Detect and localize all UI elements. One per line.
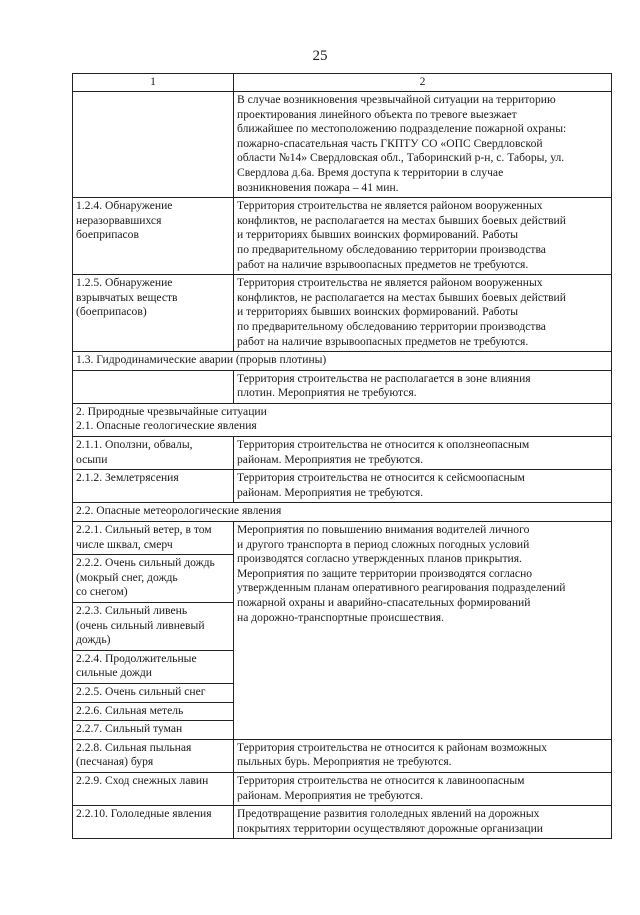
table-row — [73, 522, 612, 555]
text-line: конфликтов, не располагается на местах бывших боевых действий — [237, 290, 566, 304]
text-line: 2.1.1. Оползни, обвалы, — [76, 438, 193, 452]
text-line: Свердлова д.6а. Время доступа к территории в случае — [237, 165, 504, 179]
text-line: и территориях бывших воинских формирований. Работы — [237, 228, 519, 242]
text-line: 2.2.8. Сильная пыльная — [76, 740, 192, 754]
text-line: (боеприпасов) — [76, 305, 147, 319]
text-line: по предварительному обследованию территории производства — [237, 242, 546, 256]
text-line: Территория строительства не относится к сейсмоопасным — [237, 471, 525, 485]
column-header-1: 1 — [73, 74, 234, 92]
measures-cell — [234, 437, 612, 470]
measures-cell — [234, 370, 612, 403]
text-line: Территория строительства не относится к оползнеопасным — [237, 438, 530, 452]
measures-cell — [234, 198, 612, 275]
text-line: 1.3. Гидродинамические аварии (прорыв плотины) — [76, 353, 327, 367]
section-heading — [73, 503, 612, 522]
text-line: возникновения пожара – 41 мин. — [237, 180, 399, 194]
table-row — [73, 470, 612, 503]
text-line: районам. Мероприятия не требуются. — [237, 452, 424, 466]
text-line: Территория строительства не относится к районам возможных — [237, 740, 548, 754]
section-heading — [73, 352, 612, 371]
text-line: пыльных бурь. Мероприятия не требуются. — [237, 755, 452, 769]
text-line: Предотвращение развития гололедных явлений на дорожных — [237, 807, 540, 821]
hazard-cell — [73, 370, 234, 403]
text-line: работ на наличие взрывоопасных предметов не требуются. — [237, 334, 529, 348]
hazard-cell — [73, 555, 234, 603]
hazard-cell — [73, 683, 234, 702]
text-line: пожарно-спасательная часть ГКПТУ СО «ОПС Свердловской — [237, 136, 543, 150]
text-line: сильные дожди — [76, 666, 152, 680]
hazard-cell — [73, 470, 234, 503]
text-line: Мероприятия по защите территории производятся согласно — [237, 566, 533, 580]
text-line: и другого транспорта в период сложных погодных условий — [237, 537, 530, 551]
text-line: 2.2.9. Сход снежных лавин — [76, 773, 209, 787]
table-row — [73, 370, 612, 403]
hazard-cell — [73, 522, 234, 555]
table-row — [73, 739, 612, 772]
table-row — [73, 437, 612, 470]
text-line: 1.2.5. Обнаружение — [76, 276, 173, 290]
text-line: дождь) — [76, 633, 111, 647]
hazard-cell — [73, 739, 234, 772]
table-body — [73, 74, 612, 839]
text-line: (очень сильный ливневый — [76, 618, 205, 632]
section-row — [73, 403, 612, 436]
text-line: конфликтов, не располагается на местах бывших боевых действий — [237, 213, 566, 227]
text-line: районам. Мероприятия не требуются. — [237, 485, 424, 499]
document-table — [72, 73, 612, 839]
measures-cell — [234, 522, 612, 740]
text-line: и территориях бывших воинских формирований. Работы — [237, 305, 519, 319]
section-row — [73, 503, 612, 522]
table-row — [73, 198, 612, 275]
section-heading — [73, 403, 612, 436]
text-line: производятся согласно утвержденных планов прикрытия. — [237, 552, 522, 566]
hazard-cell — [73, 650, 234, 683]
text-line: пожарной охраны и аварийно-спасательных формирований — [237, 596, 531, 609]
text-line: районам. Мероприятия не требуются. — [237, 788, 424, 802]
text-line: 2.2.4. Продолжительные — [76, 651, 197, 665]
measures-cell — [234, 739, 612, 772]
measures-cell — [234, 92, 612, 198]
text-line: Территория строительства не располагается в зоне влияния — [237, 371, 531, 385]
table-header-row — [73, 74, 612, 92]
text-line: покрытиях территории осуществляют дорожные организации — [237, 821, 544, 835]
text-line: В случае возникновения чрезвычайной ситуации на территорию — [237, 93, 556, 106]
text-line: 2.1. Опасные геологические явления — [76, 419, 257, 433]
hazard-cell — [73, 603, 234, 651]
hazard-cell — [73, 198, 234, 275]
column-header-2: 2 — [234, 74, 612, 92]
hazard-cell — [73, 275, 234, 352]
text-line: 2.1.2. Землетрясения — [76, 471, 179, 485]
text-line: 2.2.7. Сильный туман — [76, 722, 183, 736]
text-line: области №14» Свердловская обл., Таборинский р-н, с. Таборы, ул. — [237, 151, 565, 165]
hazard-cell — [73, 437, 234, 470]
text-line: 2.2.2. Очень сильный дождь — [76, 556, 215, 570]
text-line: 1.2.4. Обнаружение — [76, 199, 173, 213]
hazard-cell — [73, 806, 234, 839]
table-row — [73, 92, 612, 198]
hazard-cell — [73, 721, 234, 740]
text-line: утвержденным планам оперативного реагирования подразделений — [237, 581, 566, 595]
text-line: 2.2.1. Сильный ветер, в том — [76, 523, 212, 537]
table-row — [73, 772, 612, 805]
text-line: по предварительному обследованию территории производства — [237, 319, 546, 333]
measures-cell — [234, 772, 612, 805]
text-line: (мокрый снег, дождь — [76, 570, 178, 584]
text-line: Территория строительства не является районом вооруженных — [237, 276, 543, 290]
table-row — [73, 806, 612, 839]
text-line: работ на наличие взрывоопасных предметов не требуются. — [237, 257, 529, 271]
text-line: 2.2. Опасные метеорологические явления — [76, 504, 282, 518]
text-line: на дорожно-транспортные происшествия. — [237, 610, 445, 624]
text-line: осыпи — [76, 452, 108, 466]
text-line: взрывчатых веществ — [76, 290, 178, 304]
text-line: 2.2.3. Сильный ливень — [76, 604, 188, 617]
text-line: плотин. Мероприятия не требуются. — [237, 386, 417, 400]
hazard-cell — [73, 772, 234, 805]
text-line: проектирования линейного объекта по тревоге выезжает — [237, 107, 517, 121]
measures-cell — [234, 806, 612, 839]
table-row — [73, 275, 612, 352]
hazard-cell — [73, 702, 234, 721]
text-line: (песчаная) буря — [76, 755, 154, 769]
text-line: со снегом) — [76, 585, 128, 599]
section-row — [73, 352, 612, 371]
text-line: 2. Природные чрезвычайные ситуации — [76, 404, 267, 418]
text-line: 2.2.6. Сильная метель — [76, 703, 184, 717]
text-line: 2.2.10. Гололедные явления — [76, 807, 212, 821]
text-line: ближайшее по местоположению подразделение пожарной охраны: — [237, 122, 567, 136]
text-line: 2.2.5. Очень сильный снег — [76, 684, 206, 698]
text-line: числе шквал, смерч — [76, 537, 173, 551]
measures-cell — [234, 275, 612, 352]
hazard-cell — [73, 92, 234, 198]
measures-cell — [234, 470, 612, 503]
text-line: Территория строительства не является районом вооруженных — [237, 199, 543, 213]
text-line: Мероприятия по повышению внимания водителей личного — [237, 523, 530, 537]
text-line: неразорвавшихся — [76, 213, 162, 227]
text-line: Территория строительства не относится к лавиноопасным — [237, 773, 525, 787]
page-number: 25 — [312, 48, 328, 64]
text-line: боеприпасов — [76, 228, 139, 242]
